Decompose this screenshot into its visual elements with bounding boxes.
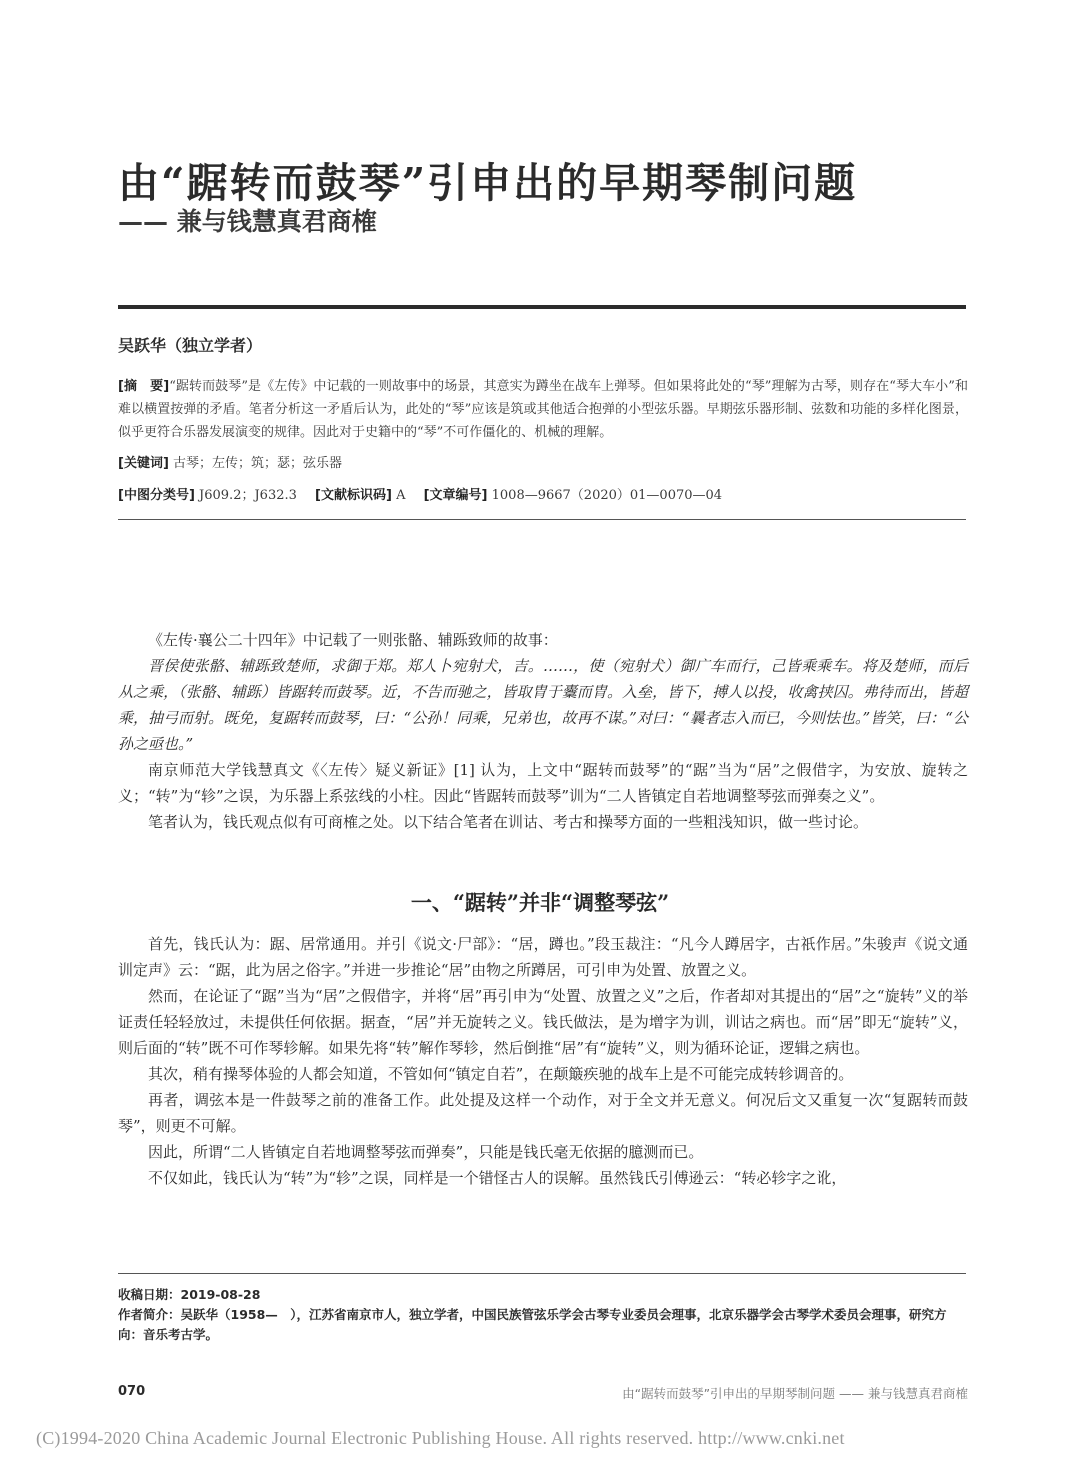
body-bottom bbox=[118, 931, 968, 1191]
author-line: 吴跃华（独立学者） bbox=[118, 336, 263, 355]
classification-line bbox=[118, 484, 722, 503]
clc-value: J609.2；J632.3 bbox=[199, 488, 297, 503]
running-title: 由“踞转而鼓琴”引申出的早期琴制问题 —— 兼与钱慧真君商榷 bbox=[622, 1386, 968, 1401]
doc-code-label: [文献标识码] bbox=[315, 488, 392, 503]
paragraph: 南京师范大学钱慧真文《〈左传〉疑义新证》[1] 认为，上文中“踞转而鼓琴”的“踞”当为“居”之假借字，为安放、旋转之义；“转”为“轸”之误，为乐器上系弦线的小柱。因此“皆踞转而鼓琴”训为“二人皆镇定自若地调整琴弦而弹奏之义”。 bbox=[118, 761, 968, 805]
paragraph: 然而，在论证了“踞”当为“居”之假借字，并将“居”再引申为“处置、放置之义”之后，作者却对其提出的“居”之“旋转”义的举证责任轻轻放过，未提供任何依据。据查，“居”并无旋转之义。钱氏做法，是为增字为训，训诂之病也。而“居”即无“旋转”义，则后面的“转”既不可作琴轸解。如果先将“转”解作琴轸，然后倒推“居”有“旋转”义，则为循环论证，逻辑之病也。 bbox=[118, 987, 968, 1057]
article-number-label: [文章编号] bbox=[423, 488, 488, 503]
article-number-value: 1008—9667（2020）01—0070—04 bbox=[491, 488, 723, 503]
footnote bbox=[118, 1285, 968, 1345]
abstract-divider bbox=[118, 519, 966, 520]
paragraph: 首先，钱氏认为：踞、居常通用。并引《说文·尸部》：“居，蹲也。”段玉裁注：“凡今人蹲居字，古祇作居。”朱骏声《说文通训定声》云：“踞，此为居之俗字。”并进一步推论“居”由物之所蹲居，可引申为处置、放置之义。 bbox=[118, 935, 968, 979]
author-bio: 作者简介：吴跃华（1958— ），江苏省南京市人，独立学者，中国民族管弦乐学会古琴专业委员会理事，北京乐器学会古琴学术委员会理事，研究方向：音乐考古学。 bbox=[118, 1307, 947, 1342]
keywords-label: [关键词] bbox=[118, 456, 169, 471]
paragraph: 再者，调弦本是一件鼓琴之前的准备工作。此处提及这样一个动作，对于全文并无意义。何况后文又重复一次“复踞转而鼓琴”，则更不可解。 bbox=[118, 1091, 968, 1135]
keywords-text: 古琴；左传；筑；瑟；弦乐器 bbox=[173, 456, 343, 471]
title-rule bbox=[118, 305, 966, 309]
abstract-text: “踞转而鼓琴”是《左传》中记载的一则故事中的场景，其意实为蹲坐在战车上弹琴。但如果将此处的“琴”理解为古琴，则存在“琴大车小”和难以横置按弹的矛盾。笔者分析这一矛盾后认为，此处的“琴”应该是筑或其他适合抱弹的小型弦乐器。早期弦乐器形制、弦数和功能的多样化图景，似乎更符合乐器发展演变的规律。因此对于史籍中的“琴”不可作僵化的、机械的理解。 bbox=[118, 379, 968, 440]
block-quote: 晋侯使张骼、辅跞致楚师，求御于郑。郑人卜宛射犬，吉。……，使（宛射犬）御广车而行，己皆乘乘车。将及楚师，而后从之乘，（张骼、辅跞）皆踞转而鼓琴。近，不告而驰之，皆取胄于櫜而胄。入垒，皆下，搏人以投，收禽挟囚。弗待而出，皆超乘，抽弓而射。既免，复踞转而鼓琴，曰：“公孙！同乘，兄弟也，故再不谋。”对曰：“曩者志入而已，今则怯也。”皆笑，曰：“公孙之亟也。” bbox=[118, 657, 968, 753]
paragraph: 笔者认为，钱氏观点似有可商榷之处。以下结合笔者在训诂、考古和操琴方面的一些粗浅知识，做一些讨论。 bbox=[148, 813, 869, 831]
footnote-divider bbox=[118, 1273, 966, 1274]
paragraph: 不仅如此，钱氏认为“转”为“轸”之误，同样是一个错怪古人的误解。虽然钱氏引傅逊云：“转必轸字之讹， bbox=[148, 1169, 847, 1187]
abstract-label: [摘 要] bbox=[118, 379, 170, 394]
body-top bbox=[118, 627, 968, 835]
received-date: 收稿日期：2019-08-28 bbox=[118, 1287, 261, 1302]
article-subtitle: —— 兼与钱慧真君商榷 bbox=[118, 207, 377, 236]
article-title: 由“踞转而鼓琴”引申出的早期琴制问题 bbox=[118, 159, 858, 207]
clc-label: [中图分类号] bbox=[118, 488, 195, 503]
keywords bbox=[118, 452, 342, 471]
intro-paragraph: 《左传·襄公二十四年》中记载了一则张骼、辅跞致师的故事： bbox=[148, 631, 558, 649]
copyright-watermark: (C)1994-2020 China Academic Journal Electronic Publishing House. All rights reserved. http://www.cnki.net bbox=[36, 1428, 845, 1448]
section-heading: 一、“踞转”并非“调整琴弦” bbox=[410, 890, 670, 915]
abstract bbox=[118, 375, 968, 444]
paragraph: 其次，稍有操琴体验的人都会知道，不管如何“镇定自若”，在颠簸疾驰的战车上是不可能完成转轸调音的。 bbox=[148, 1065, 854, 1083]
page-number: 070 bbox=[118, 1384, 146, 1399]
doc-code-value: A bbox=[396, 488, 406, 503]
paragraph: 因此，所谓“二人皆镇定自若地调整琴弦而弹奏”，只能是钱氏毫无依据的臆测而已。 bbox=[148, 1143, 704, 1161]
